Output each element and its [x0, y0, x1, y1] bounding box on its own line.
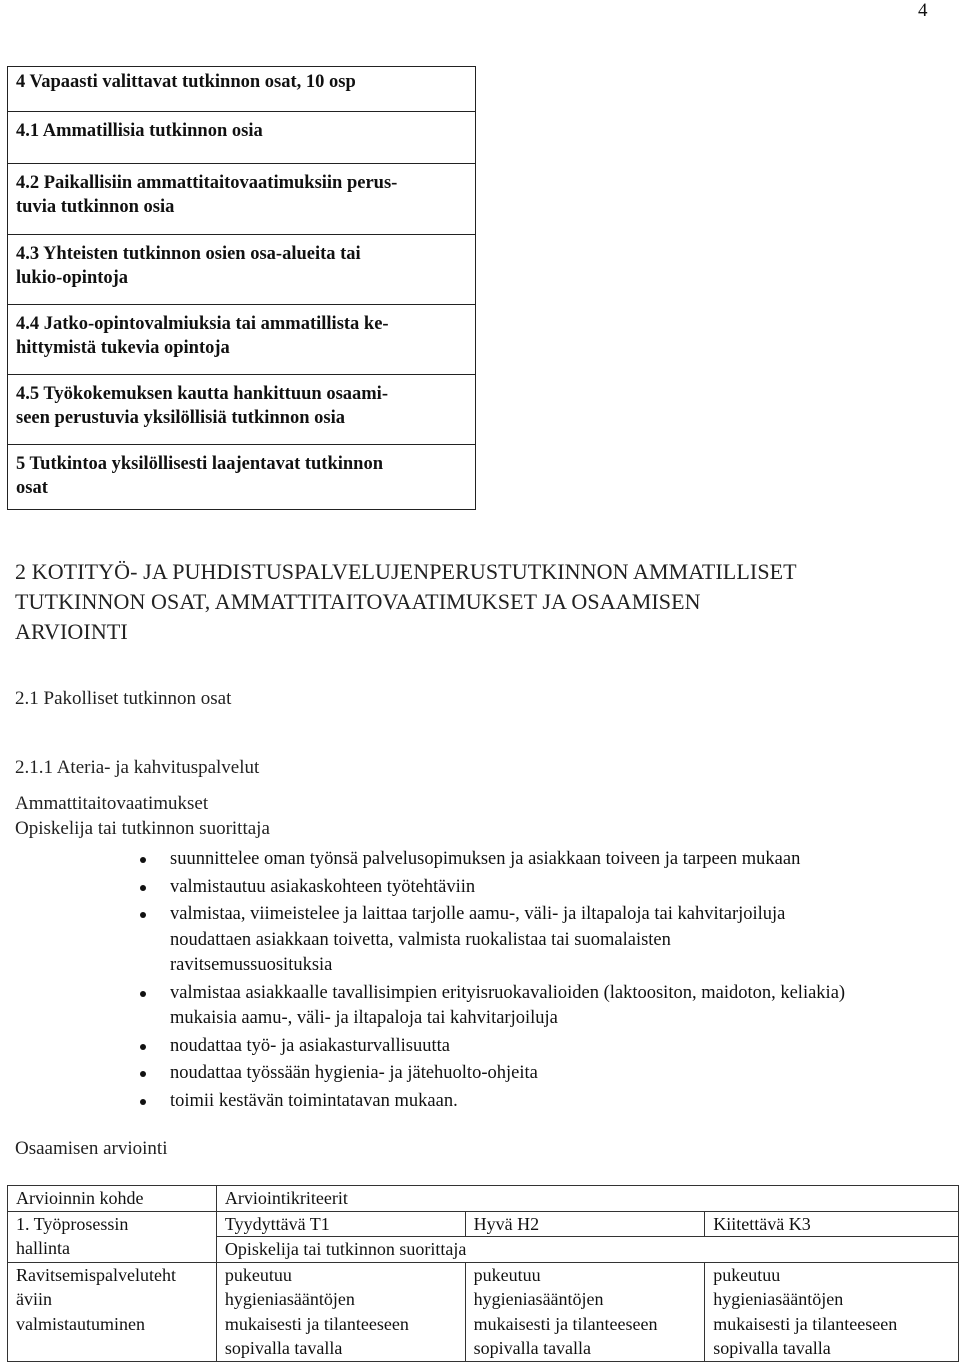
- table-cell: Kiitettävä K3: [705, 1211, 959, 1237]
- box-row-4: [8, 67, 475, 112]
- box-row-5: [8, 445, 475, 500]
- table-row: [8, 1186, 959, 1212]
- table-cell: Tyydyttävä T1: [216, 1211, 465, 1237]
- table-cell: pukeutuu hygieniasääntöjen mukaisesti ja tilanteeseen sopivalla tavalla: [705, 1262, 959, 1361]
- evaluation-label: Osaamisen arviointi: [15, 1138, 168, 1159]
- box-text: 5 Tutkintoa yksilöllisesti laajentavat tutkinnon: [16, 454, 384, 474]
- box-row-4-2: [8, 164, 475, 235]
- table-cell: Ravitsemispalveluteht äviin valmistautuminen: [8, 1262, 217, 1361]
- list-item: valmistautuu asiakaskohteen työtehtäviin: [140, 875, 950, 901]
- table-cell: 1. Työprosessin hallinta: [8, 1211, 217, 1262]
- criteria-table: [7, 1185, 959, 1362]
- box-text: seen perustuvia yksilöllisiä tutkinnon osia: [16, 408, 345, 428]
- heading-line: ARVIOINTI: [15, 619, 128, 644]
- optional-units-box: [7, 66, 476, 510]
- list-item: noudattaa työssään hygienia- ja jätehuolto-ohjeita: [140, 1061, 950, 1087]
- table-row: [8, 1211, 959, 1237]
- table-cell: pukeutuu hygieniasääntöjen mukaisesti ja tilanteeseen sopivalla tavalla: [465, 1262, 705, 1361]
- box-text: 4.3 Yhteisten tutkinnon osien osa-alueita tai: [16, 244, 361, 264]
- box-text: 4.4 Jatko-opintovalmiuksia tai ammatillista ke-: [16, 314, 389, 334]
- section-heading: [15, 557, 950, 647]
- box-text: tuvia tutkinnon osia: [16, 197, 175, 217]
- page-number: 4: [918, 0, 928, 21]
- box-text: 4.5 Työkokemuksen kautta hankittuun osaami-: [16, 384, 388, 404]
- student-label: Opiskelija tai tutkinnon suorittaja: [15, 818, 270, 839]
- box-row-4-3: [8, 235, 475, 305]
- box-text: 4.1 Ammatillisia tutkinnon osia: [16, 121, 263, 141]
- table-cell: Opiskelija tai tutkinnon suorittaja: [216, 1237, 958, 1263]
- table-row: [8, 1262, 959, 1361]
- box-text: hittymistä tukevia opintoja: [16, 338, 230, 358]
- table-cell: pukeutuu hygieniasääntöjen mukaisesti ja tilanteeseen sopivalla tavalla: [216, 1262, 465, 1361]
- table-header-cell: Arvioinnin kohde: [8, 1186, 217, 1212]
- box-text: osat: [16, 478, 48, 498]
- table-header-cell: Arviointikriteerit: [216, 1186, 958, 1212]
- list-item: valmistaa, viimeistelee ja laittaa tarjolle aamu-, väli- ja iltapaloja tai kahvitarjoiluja noudattaen asiakkaan toivetta, valmista ruokalistaa tai suomalaisten ravitsemussuosituksia: [140, 902, 950, 979]
- requirements-list: [140, 847, 950, 1116]
- list-item: toimii kestävän toimintatavan mukaan.: [140, 1089, 950, 1115]
- unit-title: 2.1.1 Ateria- ja kahvituspalvelut: [15, 757, 260, 778]
- subsection-title: 2.1 Pakolliset tutkinnon osat: [15, 688, 232, 709]
- box-row-4-5: [8, 375, 475, 445]
- table-cell: Hyvä H2: [465, 1211, 705, 1237]
- list-item: suunnittelee oman työnsä palvelusopimuksen ja asiakkaan toiveen ja tarpeen mukaan: [140, 847, 950, 873]
- heading-line: TUTKINNON OSAT, AMMATTITAITOVAATIMUKSET JA OSAAMISEN: [15, 589, 701, 614]
- heading-line: 2 KOTITYÖ- JA PUHDISTUSPALVELUJENPERUSTUTKINNON AMMATILLISET: [15, 559, 797, 584]
- box-row-4-1: [8, 112, 475, 164]
- list-item: noudattaa työ- ja asiakasturvallisuutta: [140, 1034, 950, 1060]
- list-item: valmistaa asiakkaalle tavallisimpien erityisruokavalioiden (laktoositon, maidoton, keliakia) mukaisia aamu-, väli- ja iltapaloja tai kahvitarjoiluja: [140, 981, 950, 1032]
- box-row-4-4: [8, 305, 475, 375]
- box-text: lukio-opintoja: [16, 268, 129, 288]
- requirements-label: Ammattitaitovaatimukset: [15, 793, 209, 814]
- box-text: 4.2 Paikallisiin ammattitaitovaatimuksiin perus-: [16, 173, 398, 193]
- box-text: 4 Vapaasti valittavat tutkinnon osat, 10 osp: [16, 72, 356, 92]
